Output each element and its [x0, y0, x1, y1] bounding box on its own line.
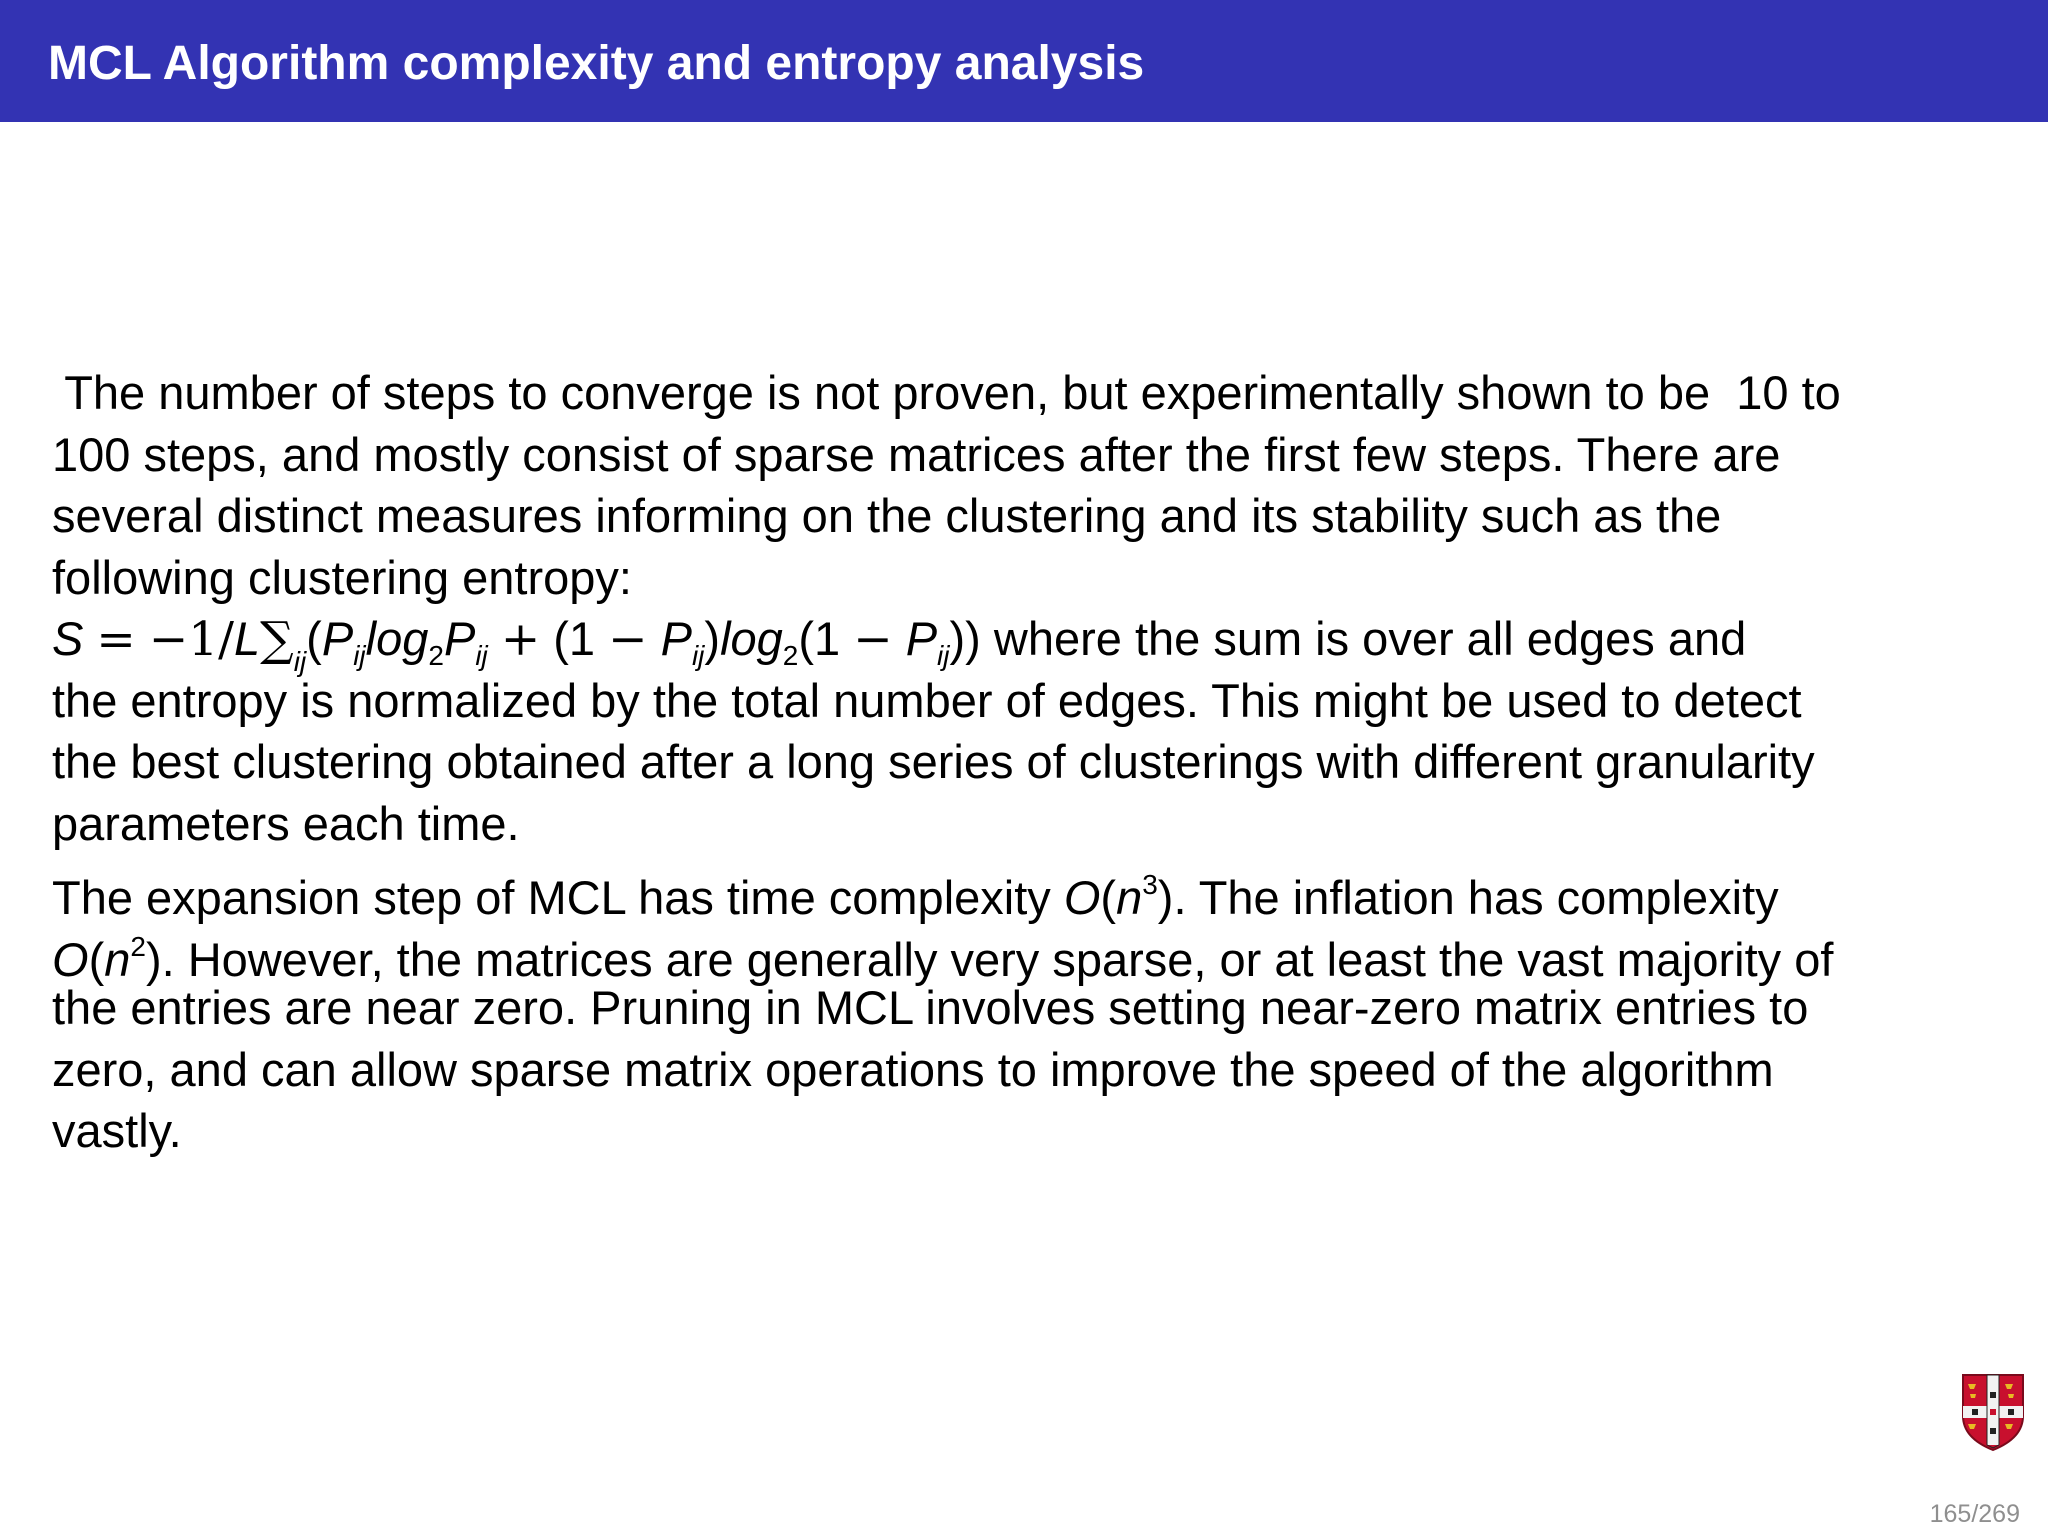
page-current: 165 — [1929, 1500, 1972, 1528]
slide-title: MCL Algorithm complexity and entropy analysis — [48, 37, 1145, 90]
paragraph-3-line-1 — [52, 854, 2012, 924]
formula-p-subscript: ij — [475, 640, 488, 671]
formula-neg-one: −1 — [148, 612, 219, 667]
paragraph-3-line-2 — [52, 916, 2012, 986]
paragraph-3-line-4: zero, and can allow sparse matrix operations to improve the speed of the algorithm — [52, 1042, 1774, 1096]
formula-equals: = — [96, 612, 136, 667]
formula-minus: − — [608, 612, 648, 667]
paragraph-2-line-1: the entropy is normalized by the total number of edges. This might be used to detect — [52, 673, 1802, 727]
paragraph-3-line-5: vastly. — [52, 1104, 182, 1157]
expansion-exponent: 3 — [1142, 869, 1158, 900]
paragraph-1-line-4: following clustering entropy: — [52, 550, 632, 604]
page-total: 269 — [1978, 1500, 2020, 1528]
formula-p-subscript: ij — [691, 640, 705, 671]
formula-plus: + — [500, 612, 541, 667]
big-o-symbol: O — [52, 932, 89, 986]
formula-one-minus-open: (1 — [553, 612, 596, 665]
formula-symbol-l: L — [234, 612, 261, 665]
formula-trailing-text: where the sum is over all edges and — [980, 612, 1747, 665]
big-o-variable: n — [1116, 871, 1143, 924]
paragraph-3-line-3: the entries are near zero. Pruning in MCL involves setting near-zero matrix entries to — [52, 981, 1809, 1034]
formula-p: P — [321, 612, 354, 665]
formula-close-paren: ) — [704, 612, 721, 665]
formula-open-paren: ( — [306, 612, 322, 665]
paragraph-1-line-3: several distinct measures informing on the clustering and its stability such as the — [52, 489, 1722, 542]
formula-p-subscript: ij — [937, 640, 950, 671]
formula-p: P — [905, 612, 938, 665]
big-o-close-paren: ) — [145, 932, 162, 986]
formula-log: log — [720, 612, 783, 665]
paragraph-1-line-2: 100 steps, and mostly consist of sparse matrices after the first few steps. There are — [52, 427, 1781, 481]
page-separator: / — [1971, 1500, 1979, 1528]
big-o-variable: n — [104, 932, 131, 986]
formula-log: log — [365, 612, 429, 665]
paragraph-3-line-2-tail: . However, the matrices are generally very sparse, or at least the vast majority of — [161, 932, 1834, 986]
page-number — [1930, 1500, 2020, 1529]
formula-close-double-paren: )) — [949, 612, 981, 665]
paragraph-3-line-1-tail: . The inflation has complexity — [1173, 871, 1779, 924]
inflation-exponent: 2 — [130, 930, 146, 962]
entropy-formula-line — [52, 608, 2012, 677]
big-o-open-paren: ( — [1100, 871, 1117, 924]
formula-symbol-s: S — [52, 612, 84, 665]
formula-minus: − — [853, 612, 893, 667]
formula-log-base: 2 — [428, 640, 444, 671]
formula-slash: / — [218, 612, 235, 667]
paragraph-1-line-1: The number of steps to converge is not proven, but experimentally shown to be 10 to — [52, 366, 1841, 419]
formula-p: P — [443, 612, 476, 665]
slide-header — [0, 0, 2048, 122]
formula-p-subscript: ij — [353, 640, 366, 671]
paragraph-2-line-3: parameters each time. — [52, 796, 520, 850]
big-o-close-paren: ) — [1157, 871, 1174, 924]
paragraph-3-line-1-text: The expansion step of MCL has time complexity — [52, 871, 1064, 924]
big-o-symbol: O — [1063, 871, 1101, 924]
university-crest-icon — [1960, 1372, 2026, 1452]
big-o-open-paren: ( — [88, 932, 105, 986]
paragraph-2-line-2: the best clustering obtained after a long series of clusterings with different granularity — [52, 735, 1815, 788]
formula-one-minus-open-2: (1 — [798, 612, 841, 665]
formula-log-base: 2 — [782, 640, 799, 671]
formula-p: P — [660, 612, 692, 665]
formula-sum-sign: ∑ — [260, 612, 294, 667]
formula-sum-subscript: ij — [293, 646, 307, 677]
slide-body — [52, 362, 2012, 1162]
